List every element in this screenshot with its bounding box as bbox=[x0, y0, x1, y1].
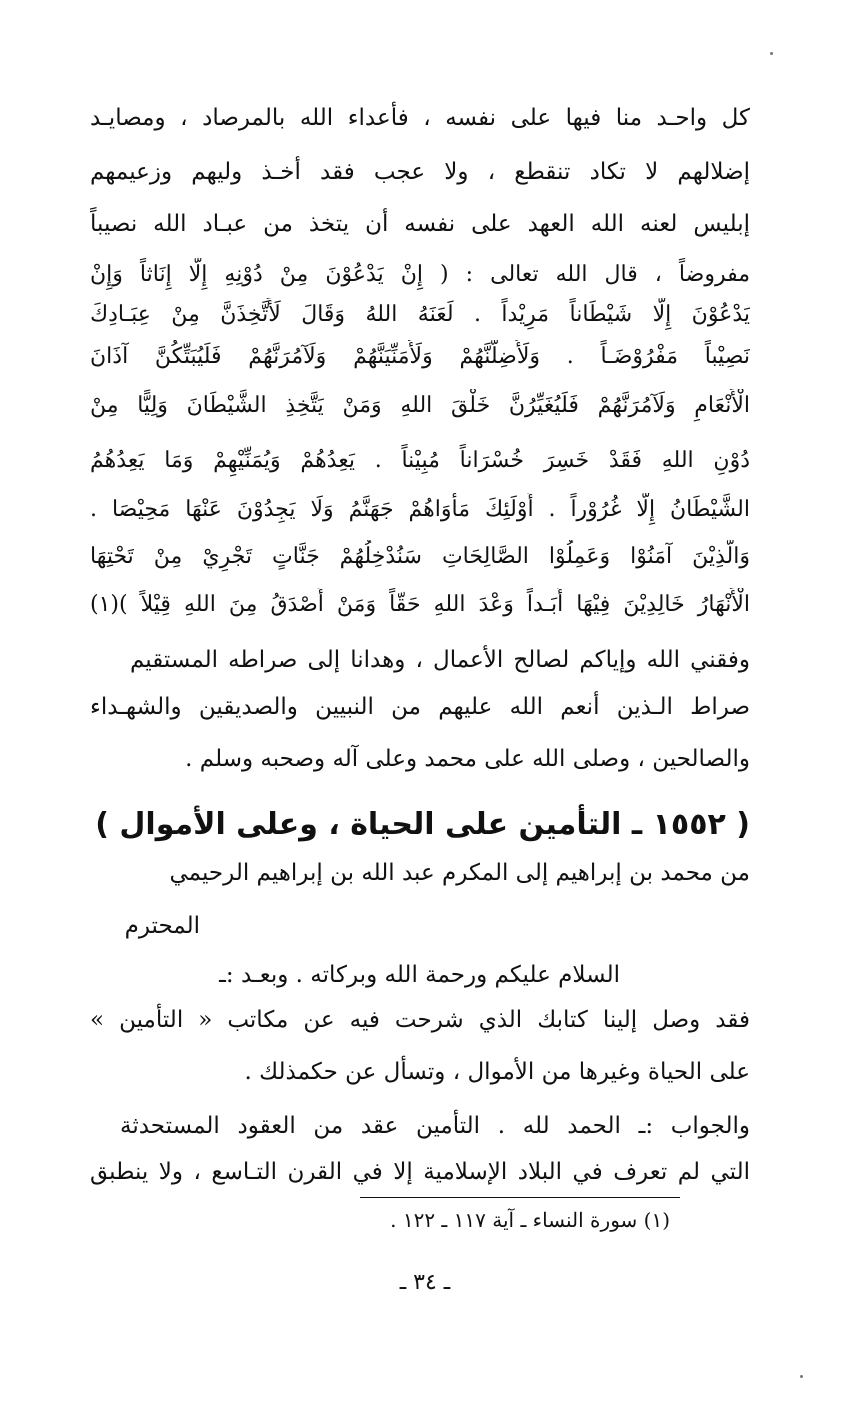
quran-verse-line: وَالَّذِيْنَ آمَنُوْا وَعَمِلُوْا الصَّالِحَاتِ سَنُدْخِلُهُمْ جَنَّاتٍ تَجْرِيْ مِنْ تَحْتِهَا bbox=[90, 544, 750, 569]
quran-verse-line: الْأَنْعَامِ وَلَآمُرَنَّهُمْ فَلَيُغَيِّرُنَّ خَلْقَ اللهِ وَمَنْ يَتَّخِذِ الشَّيْطَانَ وَلِيًّا مِنْ bbox=[90, 393, 750, 418]
text-line: مفروضاً ، قال الله تعالى : ( إِنْ يَدْعُوْنَ مِنْ دُوْنِهِ إِلَّا إِنَاثاً وَإِنْ bbox=[90, 262, 750, 287]
text-line: صراط الـذين أنعم الله عليهم من النبيين والصديقين والشهـداء bbox=[90, 694, 750, 720]
text-line: على الحياة وغيرها من الأموال ، وتسأل عن حكمذلك . bbox=[244, 1059, 750, 1085]
footnote: (١) سورة النساء ـ آية ١١٧ ـ ١٢٢ . bbox=[390, 1208, 670, 1232]
letter-from-line: من محمد بن إبراهيم إلى المكرم عبد الله بن إبراهيم الرحيمي bbox=[169, 860, 750, 886]
text-line: إبليس لعنه الله العهد على نفسه أن يتخذ من عبـاد الله نصيباً bbox=[90, 211, 750, 237]
text-line: فقد وصل إلينا كتابك الذي شرحت فيه عن مكاتب « التأمين » bbox=[90, 1007, 750, 1033]
quran-verse-line: نَصِيْباً مَفْرُوْضَـاً . وَلَأُضِلَّنَّهُمْ وَلَأُمَنِّيَنَّهُمْ وَلَآمُرَنَّهُمْ فَلَيُبَتِّكُنَّ آذَانَ bbox=[90, 344, 750, 369]
text-line: وفقني الله وإياكم لصالح الأعمال ، وهدانا إلى صراطه المستقيم bbox=[130, 647, 750, 673]
text-line: والجواب :ـ الحمد لله . التأمين عقد من العقود المستحدثة bbox=[120, 1113, 750, 1139]
quran-verse-line: يَدْعُوْنَ إِلَّا شَيْطَاناً مَرِيْداً . لَعَنَهُ اللهُ وَقَالَ لَأَتَّخِذَنَّ مِنْ عِبَـادِكَ bbox=[90, 302, 750, 327]
quran-verse-line: الشَّيْطَانُ إِلَّا غُرُوْراً . أُوْلَئِكَ مَأْوَاهُمْ جَهَنَّمُ وَلَا يَجِدُوْنَ عَنْهَا مَحِيْصَا . bbox=[90, 497, 750, 522]
page-number: ـ ٣٤ ـ bbox=[399, 1270, 451, 1295]
scan-speck bbox=[800, 1375, 803, 1378]
quran-verse-line: الْأَنْهَارُ خَالِدِيْنَ فِيْهَا أَبَـداً وَعْدَ اللهِ حَقّاً وَمَنْ أَصْدَقُ مِنَ اللهِ قِيْلاً )(١) bbox=[90, 592, 750, 617]
text-line: كل واحـد منا فيها على نفسه ، فأعداء الله بالمرصاد ، ومصايـد bbox=[90, 105, 750, 131]
footnote-divider bbox=[360, 1197, 680, 1198]
text-line: إضلالهم لا تكاد تنقطع ، ولا عجب فقد أخـذ وليهم وزعيمهم bbox=[90, 159, 750, 185]
scan-speck bbox=[770, 52, 773, 55]
letter-honorific: المحترم bbox=[124, 913, 200, 939]
text-line: والصالحين ، وصلى الله على محمد وعلى آله وصحبه وسلم . bbox=[185, 746, 750, 772]
section-heading: ( ١٥٥٢ ـ التأمين على الحياة ، وعلى الأموال ) bbox=[95, 807, 750, 842]
text-line: التي لم تعرف في البلاد الإسلامية إلا في القرن التـاسع ، ولا ينطبق bbox=[90, 1159, 750, 1185]
quran-verse-line: دُوْنِ اللهِ فَقَدْ خَسِرَ خُسْرَاناً مُبِيْناً . يَعِدُهُمْ وَيُمَنِّيْهِمْ وَمَا يَعِدُهُمُ bbox=[90, 448, 750, 473]
letter-greeting: السلام عليكم ورحمة الله وبركاته . وبعـد :ـ bbox=[219, 962, 620, 988]
